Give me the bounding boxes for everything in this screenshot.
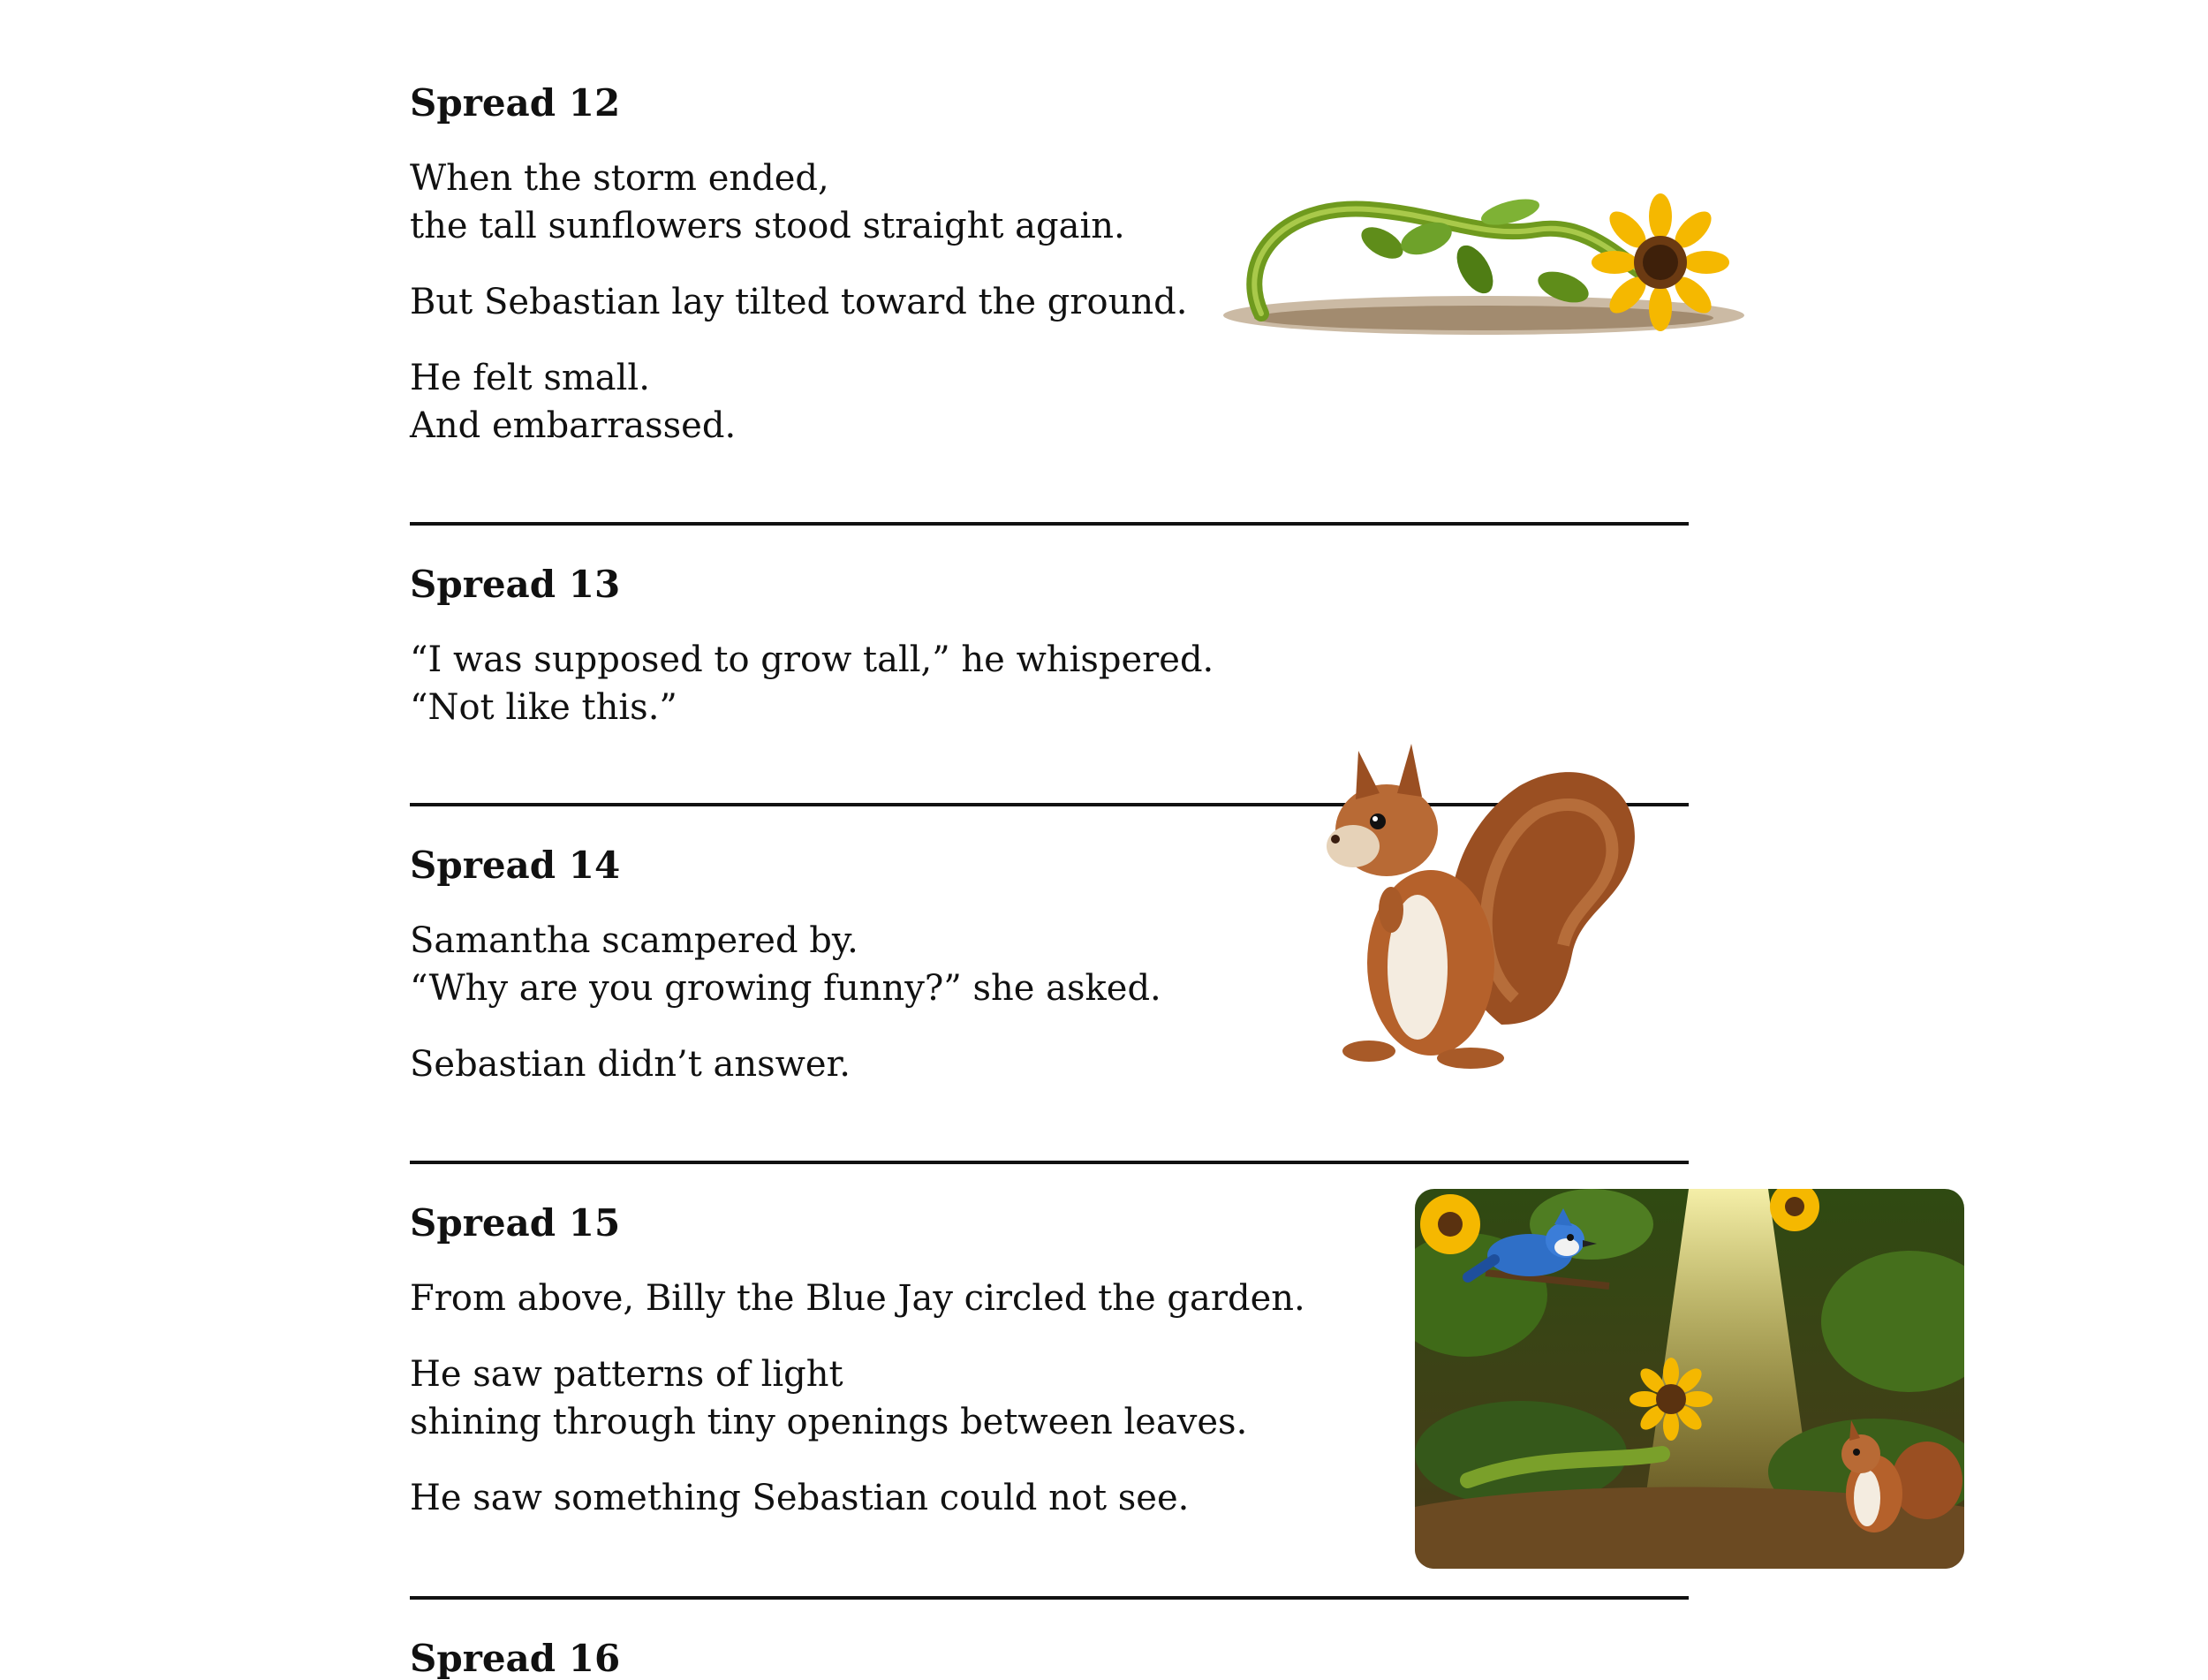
spread-12-heading: Spread 12 [410,81,621,125]
spread-16-heading: Spread 16 [410,1637,621,1680]
spread-15-line-1: From above, Billy the Blue Jay circled the garden. [410,1278,1305,1319]
spread-13-line-2: “Not like this.” [410,687,677,728]
spread-15-line-4: He saw something Sebastian could not see. [410,1478,1190,1518]
spread-12-line-3: But Sebastian lay tilted toward the ground. [410,282,1188,322]
section-divider [410,1596,1689,1600]
spread-13-heading: Spread 13 [410,563,621,606]
spread-15-heading: Spread 15 [410,1201,621,1245]
spread-14-line-1: Samantha scampered by. [410,920,858,961]
spread-14-line-2: “Why are you growing funny?” she asked. [410,968,1161,1009]
section-divider [410,522,1689,526]
spread-13-line-1: “I was supposed to grow tall,” he whispered. [410,639,1214,680]
spread-12-line-5: And embarrassed. [410,405,737,446]
squirrel-illustration [1316,733,1652,1086]
spread-15-line-2: He saw patterns of light [410,1354,843,1395]
spread-12-line-2: the tall sunflowers stood straight again. [410,206,1125,246]
spread-14-heading: Spread 14 [410,844,621,887]
garden-scene-illustration [1415,1189,1964,1569]
spread-15-line-3: shining through tiny openings between leaves. [410,1402,1248,1442]
spread-12-line-1: When the storm ended, [410,158,829,199]
spread-12-line-4: He felt small. [410,358,650,398]
bent-sunflower-illustration [1219,190,1753,353]
spread-14-line-3: Sebastian didn’t answer. [410,1044,851,1085]
section-divider [410,1161,1689,1164]
